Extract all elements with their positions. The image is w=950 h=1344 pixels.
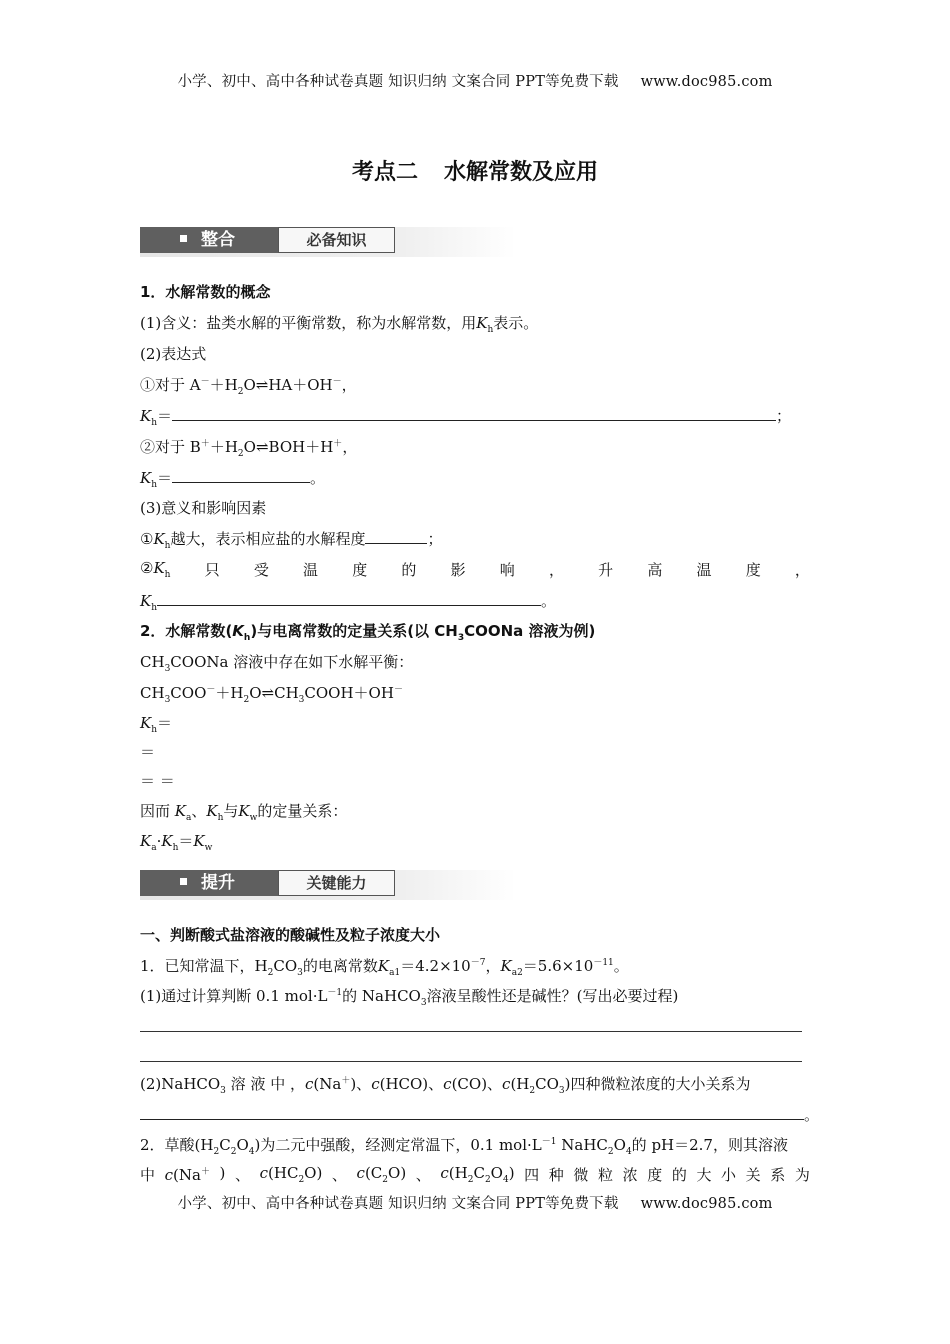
t: ＋ bbox=[333, 439, 343, 449]
t: 因而 bbox=[140, 802, 175, 820]
t: 温 bbox=[303, 561, 319, 579]
t: 温 bbox=[696, 561, 712, 579]
s1-line-significance: (3)意义和影响因素 bbox=[140, 499, 267, 517]
t: 、 bbox=[415, 1166, 431, 1184]
t: 种 bbox=[548, 1166, 564, 1184]
t: 的 pH＝2.7，则其溶液 bbox=[631, 1136, 788, 1154]
t: w bbox=[249, 813, 258, 823]
t: K bbox=[206, 802, 218, 820]
t: 越大，表示相应盐的水解程度 bbox=[170, 530, 366, 548]
t: ； bbox=[427, 530, 443, 548]
t: 溶 液 中 ， bbox=[225, 1075, 305, 1093]
t: 2 bbox=[230, 1147, 237, 1157]
t: 受 bbox=[253, 561, 269, 579]
t: 系 bbox=[770, 1166, 786, 1184]
t: 高 bbox=[647, 561, 663, 579]
t: 度 bbox=[745, 561, 761, 579]
s1-heading: 1．水解常数的概念 bbox=[140, 283, 271, 301]
t: ＝ bbox=[157, 407, 173, 425]
t: K bbox=[153, 559, 165, 577]
t bbox=[140, 559, 170, 580]
header-url: www.doc985.com bbox=[640, 74, 773, 90]
t: 浓 bbox=[622, 1166, 638, 1184]
banner-dark-text: 提升 bbox=[201, 873, 235, 893]
t: h bbox=[217, 813, 224, 823]
t: － bbox=[206, 685, 216, 695]
t: 1．已知常温下，H bbox=[140, 957, 268, 975]
t: 2 bbox=[607, 1147, 614, 1157]
t: K bbox=[140, 469, 152, 487]
t: O bbox=[243, 438, 256, 456]
t: O bbox=[613, 1136, 626, 1154]
t: BOH＋H bbox=[268, 438, 334, 456]
t: ， bbox=[342, 438, 358, 456]
t: 。 bbox=[804, 1106, 820, 1124]
t: · bbox=[156, 832, 162, 850]
t: (HCO)、 bbox=[379, 1075, 444, 1093]
page-header-bottom bbox=[0, 1192, 950, 1213]
banner-light-label: 关键能力 bbox=[278, 870, 395, 896]
t: w bbox=[204, 843, 213, 853]
t: ， bbox=[548, 561, 564, 579]
s1-line-kh-b bbox=[140, 467, 325, 490]
t: ， bbox=[341, 376, 357, 394]
t: 的 bbox=[401, 561, 417, 579]
equilibrium-icon: ⇌ bbox=[255, 376, 269, 394]
t bbox=[165, 1164, 210, 1185]
s2-line-eq2: ＝ ＝ bbox=[140, 772, 175, 790]
t: － bbox=[200, 377, 210, 387]
t: c bbox=[440, 1164, 449, 1182]
t: 3 bbox=[164, 695, 171, 705]
t: c bbox=[304, 1075, 314, 1093]
t: ① bbox=[140, 530, 154, 548]
t: (Na bbox=[173, 1166, 201, 1184]
header-url: www.doc985.com bbox=[640, 1196, 773, 1212]
t: － bbox=[332, 377, 342, 387]
t: 2 bbox=[243, 695, 250, 705]
t: 的定量关系： bbox=[257, 802, 348, 820]
t: ＝ bbox=[157, 714, 173, 732]
t: NaHC bbox=[556, 1136, 608, 1154]
t: K bbox=[500, 957, 512, 975]
t: 2．水解常数( bbox=[140, 622, 233, 640]
t: －7 bbox=[470, 958, 486, 968]
t: 3 bbox=[457, 633, 465, 643]
t: K bbox=[174, 802, 186, 820]
s1-line-reaction-b bbox=[140, 436, 357, 459]
t: O bbox=[236, 1136, 249, 1154]
t: a2 bbox=[511, 968, 523, 978]
t: 2 bbox=[237, 387, 244, 397]
t: h bbox=[172, 843, 179, 853]
answer-blank[interactable] bbox=[172, 467, 310, 483]
s1-line-temperature bbox=[140, 559, 810, 580]
banner-dark-label bbox=[140, 870, 278, 896]
t: K bbox=[193, 832, 205, 850]
t: K bbox=[232, 622, 244, 640]
t: 。 bbox=[310, 469, 326, 487]
t: ， bbox=[485, 957, 501, 975]
t: )与电离常数的定量关系(以 CH bbox=[250, 622, 458, 640]
square-bullet-icon bbox=[180, 235, 187, 242]
t: C bbox=[219, 1136, 231, 1154]
t: 度 bbox=[352, 561, 368, 579]
t: h bbox=[151, 418, 158, 428]
s3-heading: 一、判断酸式盐溶液的酸碱性及粒子浓度大小 bbox=[140, 926, 441, 944]
t: K bbox=[238, 802, 250, 820]
t: K bbox=[153, 530, 165, 548]
t: 2 bbox=[213, 1147, 220, 1157]
s3-q1-2 bbox=[140, 1073, 751, 1096]
t: (Na bbox=[313, 1075, 342, 1093]
t: )为二元中强酸，经测定常温下，0.1 mol·L bbox=[254, 1136, 542, 1154]
s3-q2 bbox=[140, 1134, 788, 1157]
t: 的电离常数 bbox=[302, 957, 378, 975]
s1-line-kh-larger bbox=[140, 528, 443, 551]
s1-line-reaction-a bbox=[140, 374, 357, 397]
t: CH bbox=[274, 684, 299, 702]
t: 微 bbox=[573, 1166, 589, 1184]
t: 、 bbox=[235, 1166, 251, 1184]
t: 2．草酸(H bbox=[140, 1136, 214, 1154]
s3-q2-line2 bbox=[140, 1164, 810, 1185]
equilibrium-icon: ⇌ bbox=[261, 684, 275, 702]
t: COONa 溶液中存在如下水解平衡： bbox=[170, 653, 414, 671]
t: 小 bbox=[721, 1166, 737, 1184]
t: 、 bbox=[191, 802, 207, 820]
t: )、 bbox=[350, 1075, 372, 1093]
t: 4 bbox=[248, 1147, 255, 1157]
t: ) bbox=[219, 1164, 226, 1182]
t: O bbox=[249, 684, 262, 702]
t: －1 bbox=[327, 988, 343, 998]
t: ＋H bbox=[209, 438, 238, 456]
t: $c(HC_2O)$ bbox=[259, 1164, 323, 1185]
t: 大 bbox=[696, 1166, 712, 1184]
t: 2 bbox=[237, 449, 244, 459]
t: K bbox=[140, 407, 152, 425]
s2-line-eq1: ＝ bbox=[140, 743, 156, 761]
t: $c(C_2O)$ bbox=[356, 1164, 407, 1185]
t: $c(H_2C_2O_4)$ bbox=[440, 1164, 515, 1185]
t: CH bbox=[140, 684, 165, 702]
t: K bbox=[161, 832, 173, 850]
t: － bbox=[393, 685, 403, 695]
t: 3 bbox=[298, 695, 305, 705]
t: ＋ bbox=[200, 1167, 210, 1177]
t: ②对于 B bbox=[140, 438, 201, 456]
t: ＋H bbox=[215, 684, 244, 702]
t: 响 bbox=[499, 561, 515, 579]
t: －11 bbox=[593, 958, 614, 968]
square-bullet-icon bbox=[180, 878, 187, 885]
t: a1 bbox=[389, 968, 401, 978]
t: 四 bbox=[524, 1166, 540, 1184]
t: CO bbox=[535, 1075, 559, 1093]
t: c bbox=[502, 1075, 511, 1093]
t: 。 bbox=[541, 592, 557, 610]
t: (1)通过计算判断 0.1 mol·L bbox=[140, 987, 328, 1005]
t: 只 bbox=[204, 561, 220, 579]
answer-blank[interactable] bbox=[157, 590, 541, 606]
s1-line-kh-temp-answer bbox=[140, 590, 556, 613]
s3-q1-1 bbox=[140, 985, 678, 1008]
t: 表示。 bbox=[493, 314, 539, 332]
t: COOH＋OH bbox=[304, 684, 394, 702]
t: ＋H bbox=[209, 376, 238, 394]
t: K bbox=[140, 592, 152, 610]
t: 关 bbox=[745, 1166, 761, 1184]
answer-blank[interactable] bbox=[365, 528, 427, 544]
t: 3 bbox=[220, 1086, 226, 1096]
banner-dark-label bbox=[140, 227, 278, 253]
page-title bbox=[0, 155, 950, 186]
s1-line-meaning bbox=[140, 312, 538, 335]
t: 3 bbox=[164, 664, 171, 674]
t: h bbox=[243, 633, 251, 643]
s1-line-kh-a bbox=[140, 405, 791, 428]
t: 4 bbox=[502, 1175, 509, 1185]
t: c bbox=[443, 1075, 452, 1093]
section-banner-zhenghe bbox=[140, 227, 516, 257]
t: ＝ bbox=[157, 469, 173, 487]
s2-heading bbox=[140, 620, 595, 643]
equilibrium-icon: ⇌ bbox=[255, 438, 269, 456]
header-text: 小学、初中、高中各种试卷真题 知识归纳 文案合同 PPT等免费下载 bbox=[177, 1196, 619, 1212]
t: 3 bbox=[420, 998, 427, 1008]
page-header-top bbox=[0, 70, 950, 91]
t: (CO)、 bbox=[451, 1075, 503, 1093]
s2-line-intro bbox=[140, 651, 413, 674]
t: 为 bbox=[794, 1166, 810, 1184]
section-banner-tisheng bbox=[140, 870, 516, 900]
t: O bbox=[243, 376, 256, 394]
s2-line-relation bbox=[140, 830, 212, 853]
t: 2 bbox=[267, 968, 274, 978]
t: ＝ bbox=[178, 832, 194, 850]
t: ＝4.2×10 bbox=[400, 957, 471, 975]
t: 、 bbox=[331, 1166, 347, 1184]
t: h bbox=[151, 480, 158, 490]
t: 的 NaHCO bbox=[342, 987, 421, 1005]
t: ①对于 A bbox=[140, 376, 201, 394]
s3-q1-2-answer bbox=[140, 1104, 819, 1125]
t: ； bbox=[776, 407, 792, 425]
t: ＋ bbox=[341, 1076, 351, 1086]
t: －1 bbox=[541, 1137, 557, 1147]
answer-line[interactable] bbox=[140, 1031, 802, 1032]
answer-line[interactable] bbox=[140, 1061, 802, 1062]
t: h bbox=[164, 570, 171, 580]
t: K bbox=[476, 314, 488, 332]
t: COONa 溶液为例) bbox=[464, 622, 596, 640]
t: 中 bbox=[140, 1166, 156, 1184]
t: h bbox=[164, 541, 171, 551]
banner-light-label: 必备知识 bbox=[278, 227, 395, 253]
s3-q1 bbox=[140, 955, 629, 978]
banner-dark-text: 整合 bbox=[201, 230, 235, 250]
header-text: 小学、初中、高中各种试卷真题 知识归纳 文案合同 PPT等免费下载 bbox=[177, 74, 619, 90]
t: 粒 bbox=[598, 1166, 614, 1184]
s2-line-reaction bbox=[140, 682, 403, 705]
t: ， bbox=[794, 561, 810, 579]
t: HA＋OH bbox=[268, 376, 333, 394]
t: (1)含义：盐类水解的平衡常数，称为水解常数，用 bbox=[140, 314, 477, 332]
t: ② bbox=[140, 559, 154, 577]
t: )四种微粒浓度的大小关系为 bbox=[564, 1075, 751, 1093]
title-part1: 考点二 bbox=[351, 160, 418, 185]
t: 升 bbox=[598, 561, 614, 579]
t: 度 bbox=[647, 1166, 663, 1184]
answer-blank[interactable] bbox=[172, 405, 776, 421]
t: K bbox=[140, 832, 152, 850]
t: h bbox=[487, 325, 494, 335]
answer-blank[interactable] bbox=[140, 1104, 804, 1120]
t: 2 bbox=[529, 1086, 536, 1096]
t: 。 bbox=[613, 957, 629, 975]
t: 2 bbox=[484, 1175, 491, 1185]
t: CO bbox=[273, 957, 298, 975]
t: 溶液呈酸性还是碱性？(写出必要过程) bbox=[426, 987, 679, 1005]
t: (H bbox=[510, 1075, 530, 1093]
t: ＝5.6×10 bbox=[522, 957, 594, 975]
t: ＋ bbox=[200, 439, 210, 449]
t: 与 bbox=[223, 802, 239, 820]
t: 3 bbox=[297, 968, 303, 978]
t: 3 bbox=[558, 1086, 565, 1096]
t: 2 bbox=[298, 1175, 305, 1185]
t: 4 bbox=[625, 1147, 632, 1157]
t: h bbox=[151, 603, 158, 613]
t: 2 bbox=[467, 1175, 474, 1185]
t: a bbox=[186, 813, 192, 823]
s2-line-kh bbox=[140, 712, 172, 735]
t: a bbox=[151, 843, 157, 853]
s1-line-expression: (2)表达式 bbox=[140, 345, 207, 363]
t: K bbox=[377, 957, 390, 975]
s2-line-therefore bbox=[140, 800, 347, 823]
t: 2 bbox=[382, 1175, 389, 1185]
t: K bbox=[140, 714, 152, 732]
title-part2: 水解常数及应用 bbox=[444, 160, 599, 185]
t: (2)NaHCO bbox=[140, 1075, 221, 1093]
t: CH bbox=[140, 653, 165, 671]
t: COO bbox=[170, 684, 207, 702]
t: 的 bbox=[671, 1166, 687, 1184]
t: c bbox=[259, 1164, 269, 1182]
t: c bbox=[356, 1164, 365, 1182]
t: c bbox=[164, 1166, 174, 1184]
t: h bbox=[151, 725, 158, 735]
t: 影 bbox=[450, 561, 466, 579]
t: c bbox=[371, 1075, 380, 1093]
